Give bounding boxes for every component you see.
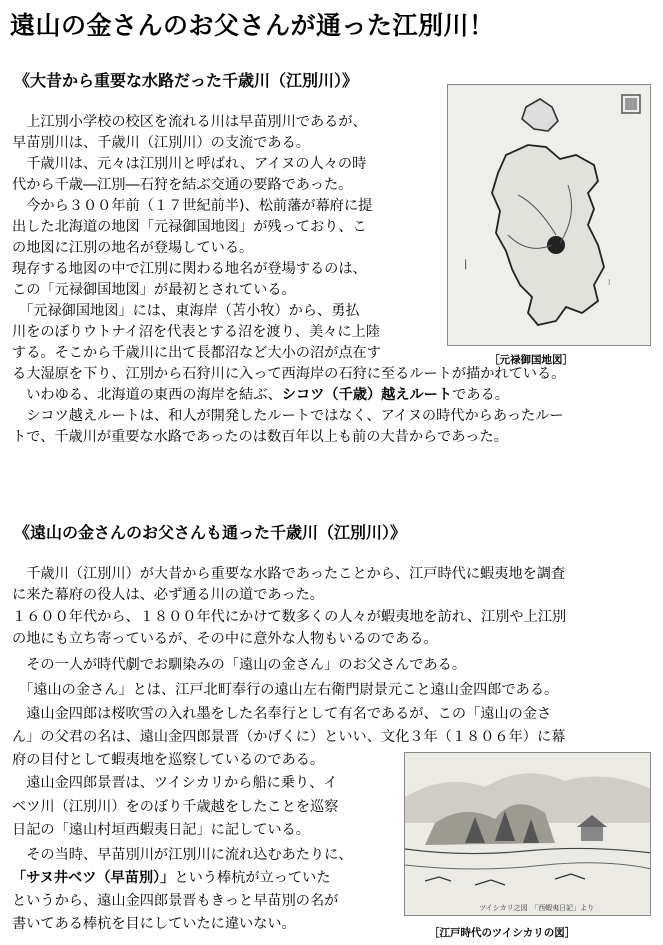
section1-line: シコツ越えルートは、和人が開発したルートではなく、アイヌの時代からあったルー (12, 408, 564, 424)
section2-line: その当時、早苗別川が江別川に流れ込むあたりに、 (12, 847, 353, 863)
section2-line-sanaibetsu (12, 868, 331, 889)
svg-text:⁝: ⁝ (608, 278, 611, 287)
section2-line: というから、遠山金四郎景晋もきっと早苗別の名が (12, 893, 339, 909)
section2-line: ベツ川（江別川）をのぼり千歳越をしたことを巡察 (12, 799, 339, 815)
section2-line: に来た幕府の役人は、必ず通る川の道であった。 (12, 587, 324, 603)
section1-line: 川をのぼりウトナイ沼を代表とする沼を渡り、美々に上陸 (12, 324, 380, 340)
landscape-sketch-icon (405, 753, 651, 916)
section1-line-route (12, 385, 509, 406)
section2-line-sanaibetsu-tail: という棒杭が立っていた (174, 870, 331, 886)
section2-line: ん」の父君の名は、遠山金四郎景晋（かげくに）といい、文化３年（１８０６年）に幕 (12, 729, 566, 745)
svg-text:|: | (464, 259, 468, 270)
section1-line: 千歳川は、元々は江別川と呼ばれ、アイヌの人々の時 (12, 156, 367, 172)
genroku-map-caption: ［元禄御国地図］ (489, 354, 573, 366)
shikotsu-route-emphasis: シコツ（千歳）越えルート (281, 387, 453, 403)
section1-line: 代から千歳―江別―石狩を結ぶ交通の要路であった。 (12, 177, 353, 193)
section1-line: の地図に江別の地名が登場している。 (12, 240, 254, 256)
section1-line: る大湿原を下り、江別から石狩川に入って西海岸の石狩に至るルートが描かれている。 (12, 366, 566, 382)
section1-line: この「元禄御国地図」が最初とされている。 (12, 282, 296, 298)
section2-heading: 《遠山の金さんのお父さんも通った千歳川（江別川）》 (14, 523, 407, 542)
section1-line: 出した北海道の地図「元禄御国地図」が残っており、こ (12, 219, 367, 235)
section1-heading: 《大昔から重要な水路だった千歳川（江別川）》 (14, 71, 359, 90)
section2-line: 書いてある棒杭を目にしていたに違いない。 (12, 916, 296, 932)
section1-line-route-lead: いわゆる、北海道の東西の海岸を結ぶ、 (12, 387, 282, 403)
section1-line-route-tail: である。 (452, 387, 509, 403)
section1-line: 上江別小学校の校区を流れる川は早苗別川であるが、 (12, 114, 367, 130)
section2-line: 「遠山の金さん」とは、江戸北町奉行の遠山左右衛門尉景元こと遠山金四郎である。 (12, 682, 559, 698)
section2-line: 遠山金四郎は桜吹雪の入れ墨をした名奉行として有名であるが、この「遠山の金さ (12, 706, 552, 722)
section2-line: その一人が時代劇でお馴染みの「遠山の金さん」のお父さんである。 (12, 657, 467, 673)
section2-line: 千歳川（江別川）が大昔から重要な水路であったことから、江戸時代に蝦夷地を調査 (12, 566, 566, 582)
sanaibetsu-emphasis: 「サヌ井ベツ（早苗別）」 (12, 870, 175, 886)
section1-line: 今から３００年前（１７世紀前半)、松前藩が幕府に提 (12, 198, 373, 214)
section2-line: 遠山金四郎景晋は、ツイシカリから船に乗り、イ (12, 775, 338, 791)
section2-line: 日記の「遠山村垣西蝦夷日記」に記している。 (12, 822, 310, 838)
section1-line: 「元禄御国地図」には、東海岸（苫小牧）から、勇払 (12, 303, 360, 319)
page-title: 遠山の金さんのお父さんが通った江別川！ (10, 11, 495, 40)
section1-line: 現存する地図の中で江別に関わる地名が登場するのは、 (12, 261, 367, 277)
genroku-map-image (447, 84, 651, 346)
tsuishikari-illustration-caption: ［江戸時代のツイシカリの図］ (429, 927, 576, 939)
section1-line: トで、千歳川が重要な水路であったのは数百年以上も前の大昔からであった。 (12, 429, 508, 445)
section1-line: する。そこから千歳川に出て長都沼など大小の沼が点在す (12, 345, 381, 361)
illustration-inner-label: ツイシカリ之図 「西蝦夷日記」より (479, 904, 595, 912)
section2-line: 府の目付として蝦夷地を巡察しているのである。 (12, 752, 325, 768)
tsuishikari-illustration-image (404, 752, 651, 916)
section1-line: 早苗別川は、千歳川（江別川）の支流である。 (12, 135, 310, 151)
section2-line: １６００年代から、１８００年代にかけて数多くの人々が蝦夷地を訪れ、江別や上江別 (12, 609, 567, 625)
section2-line: の地にも立ち寄っているが、その中に意外な人物もいるのである。 (12, 631, 438, 647)
hokkaido-map-icon (448, 85, 651, 346)
